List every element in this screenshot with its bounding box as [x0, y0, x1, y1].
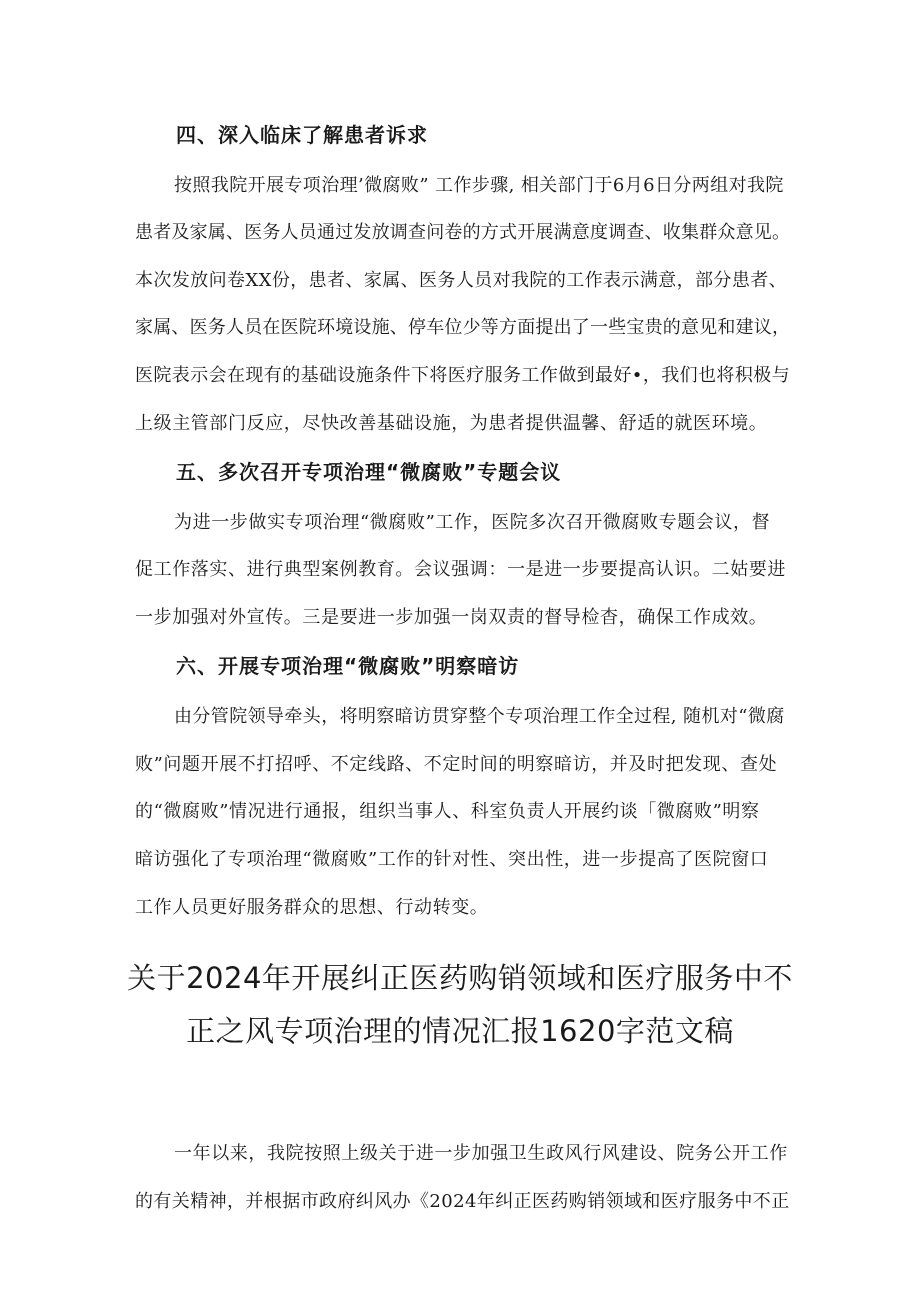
paragraph-line: 促工作落实、进行典型案例教育。会议强调：一是进一步要提高认识。二姑要进: [135, 559, 786, 580]
document-title-line-2: 正之风专项治理的情况汇报1620字范文稿: [186, 1014, 734, 1048]
section-heading-6: 六、开展专项治理“微腐败”明察暗访: [176, 654, 520, 678]
paragraph-line: 医院表示会在现有的基础设施条件下将医疗服务工作做到最好•，我们也将积极与: [135, 365, 791, 386]
section-heading-5: 五、多次召开专项治理“微腐败”专题会议: [176, 460, 562, 484]
paragraph-line: 按照我院开展专项治理’微腐败” 工作步骤, 相关部门于6月6日分两组对我院: [174, 175, 784, 196]
paragraph-line: 的“微腐败”情况进行通报，组织当事人、科室负责人开展约谈「微腐败”明察: [135, 801, 760, 822]
paragraph-line: 家属、医务人员在医院环境设施、停车位少等方面提出了一些宝贵的意见和建议，: [135, 317, 791, 338]
paragraph-line: 一步加强对外宣传。三是要进一步加强一岗双责的督导检杳，确保工作成效。: [135, 607, 768, 628]
paragraph-line: 本次发放问卷XX份，患者、家属、医务人员对我院的工作表示满意，部分患者、: [135, 270, 788, 291]
paragraph-line: 一年以来，我院按照上级关于进一步加强卫生政风行风建设、院务公开工作: [174, 1143, 788, 1164]
section-heading-4: 四、深入临床了解患者诉求: [176, 123, 428, 147]
paragraph-line: 败”问题开展不打招呼、不定线路、不定时间的明察暗访，并及时把发现、查处: [135, 754, 778, 775]
paragraph-line: 的有关精神，并根据市政府纠风办《2024年纠正医药购销领域和医疗服务中不正: [135, 1191, 790, 1212]
paragraph-line: 暗访强化了专项治理“微腐败”工作的针对性、突出性，进一步提高了医院窗口: [135, 849, 769, 870]
paragraph-line: 为进一步做实专项治理“微腐败”工作，医院多次召开微腐败专题会议，督: [174, 512, 771, 533]
paragraph-line: 上级主管部门反应，尽快改善基础设施，为患者提供温馨、舒适的就医环境。: [135, 413, 768, 434]
document-title-line-1: 关于2024年开展纠正医药购销领域和医疗服务中不: [127, 961, 793, 995]
paragraph-line: 工作人员更好服务群众的思想、行动转变。: [135, 897, 489, 918]
paragraph-line: 患者及家属、医务人员通过发放调查问卷的方式开展满意度调查、收集群众意见。: [135, 222, 791, 243]
paragraph-line: 由分管院领导牵头，将明察暗访贯穿整个专项治理工作全过程, 随机对“微腐: [174, 706, 785, 727]
